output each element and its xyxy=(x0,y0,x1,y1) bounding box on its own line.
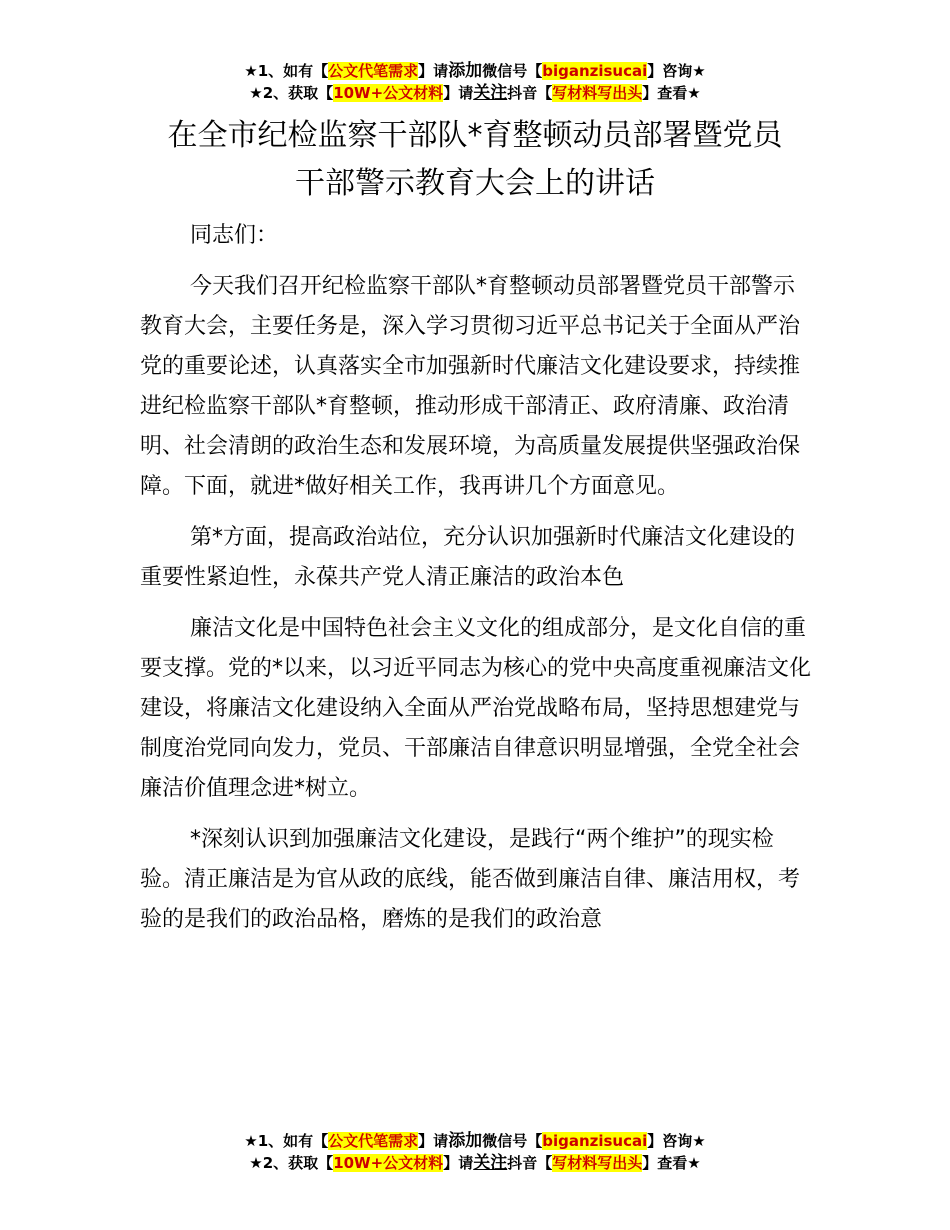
promo-line-1 xyxy=(0,1130,950,1152)
promo-text: 】请 xyxy=(418,1132,449,1150)
star-icon: ★ xyxy=(244,1132,258,1150)
star-icon: ★ xyxy=(249,1154,263,1172)
promo-highlight: 写材料写出头 xyxy=(552,1154,643,1172)
promo-text: 】咨询 xyxy=(647,1132,693,1150)
promo-text: 】查看 xyxy=(642,1154,688,1172)
promo-text: 】请 xyxy=(443,84,474,102)
promo-highlight: 公文代笔需求 xyxy=(328,1132,419,1150)
title-line-1: 在全市纪检监察干部队*育整顿动员部署暨党员 xyxy=(167,118,783,153)
promo-text: 】请 xyxy=(418,62,449,80)
promo-highlight: 写材料写出头 xyxy=(552,84,643,102)
star-icon: ★ xyxy=(692,1132,706,1150)
star-icon: ★ xyxy=(687,84,701,102)
promo-highlight: biganzisucai xyxy=(542,1132,648,1150)
promo-text: 】请 xyxy=(443,1154,474,1172)
promo-emphasis: 添加 xyxy=(448,61,483,81)
section-heading: 第*方面，提高政治站位，充分认识加强新时代廉洁文化建设的重要性紧迫性，永葆共产党人清正廉洁的政治本色 xyxy=(140,525,796,590)
promo-line-2 xyxy=(0,1152,950,1174)
promo-text: 微信号【 xyxy=(482,1132,543,1150)
promo-text: 】咨询 xyxy=(647,62,693,80)
star-icon: ★ xyxy=(244,62,258,80)
promo-banner-top xyxy=(0,60,950,104)
star-icon: ★ xyxy=(687,1154,701,1172)
star-icon: ★ xyxy=(692,62,706,80)
promo-highlight: 10W+公文材料 xyxy=(333,84,444,102)
promo-text: 2、获取【 xyxy=(262,1154,334,1172)
paragraph: 今天我们召开纪检监察干部队*育整顿动员部署暨党员干部警示教育大会，主要任务是，深入学习贯彻习近平总书记关于全面从严治党的重要论述，认真落实全市加强新时代廉洁文化建设要求，持续推进纪检监察干部队*育整顿，推动形成干部清正、政府清廉、政治清明、社会清朗的政治生态和发展环境，为高质量发展提供坚强政治保障。下面，就进*做好相关工作，我再讲几个方面意见。 xyxy=(140,274,801,499)
promo-text: 微信号【 xyxy=(482,62,543,80)
paragraph: 廉洁文化是中国特色社会主义文化的组成部分，是文化自信的重要支撑。党的*以来，以习近平同志为核心的党中央高度重视廉洁文化建设，将廉洁文化建设纳入全面从严治党战略布局，坚持思想建党与制度治党同向发力，党员、干部廉洁自律意识明显增强，全党全社会廉洁价值理念进*树立。 xyxy=(140,616,812,801)
document-title xyxy=(140,112,810,208)
promo-text: 抖音【 xyxy=(507,84,553,102)
document-body xyxy=(140,216,812,951)
promo-text: 】查看 xyxy=(642,84,688,102)
promo-text: 2、获取【 xyxy=(262,84,334,102)
star-icon: ★ xyxy=(249,84,263,102)
salutation: 同志们： xyxy=(190,223,279,248)
promo-text: 1、如有【 xyxy=(257,62,329,80)
promo-text: 1、如有【 xyxy=(257,1132,329,1150)
promo-text: 抖音【 xyxy=(507,1154,553,1172)
promo-highlight: biganzisucai xyxy=(542,62,648,80)
promo-emphasis: 关注 xyxy=(473,83,508,103)
paragraph: *深刻认识到加强廉洁文化建设，是践行“两个维护”的现实检验。清正廉洁是为官从政的底线，能否做到廉洁自律、廉洁用权，考验的是我们的政治品格，磨炼的是我们的政治意 xyxy=(140,827,801,932)
promo-emphasis: 关注 xyxy=(473,1153,508,1173)
promo-highlight: 公文代笔需求 xyxy=(328,62,419,80)
promo-line-1 xyxy=(0,60,950,82)
title-line-2: 干部警示教育大会上的讲话 xyxy=(295,166,655,201)
promo-highlight: 10W+公文材料 xyxy=(333,1154,444,1172)
promo-emphasis: 添加 xyxy=(448,1131,483,1151)
promo-line-2 xyxy=(0,82,950,104)
promo-banner-bottom xyxy=(0,1130,950,1174)
